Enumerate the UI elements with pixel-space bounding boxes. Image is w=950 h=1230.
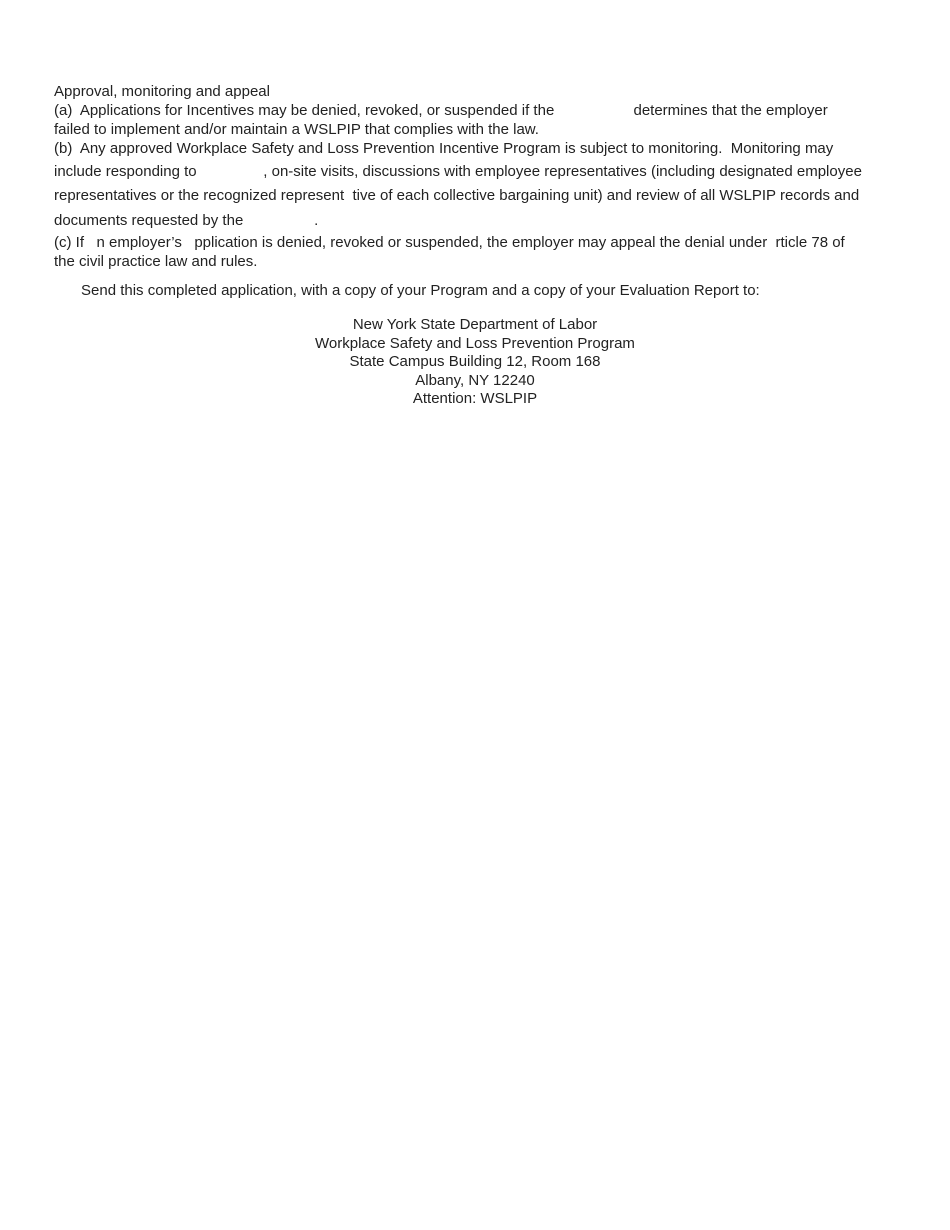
paragraph-b — [54, 139, 904, 233]
address-line-5: Attention: WSLPIP — [412, 390, 538, 408]
paragraph-b-line-2: include responding to , on-site visits, discussions with employee representatives (including designated employee — [54, 163, 862, 180]
mailing-address — [0, 316, 950, 409]
paragraph-a — [54, 101, 904, 139]
paragraph-b-line-3: representatives or the recognized represent tive of each collective bargaining unit) and review of all WSLPIP records and — [54, 187, 860, 204]
paragraph-b-line-1: (b) Any approved Workplace Safety and Loss Prevention Incentive Program is subject to monitoring. Monitoring may — [54, 140, 834, 157]
section-heading: Approval, monitoring and appeal — [54, 83, 270, 100]
address-line-4: Albany, NY 12240 — [415, 371, 535, 389]
paragraph-c-line-2: the civil practice law and rules. — [54, 253, 258, 270]
paragraph-c — [54, 233, 904, 271]
paragraph-a-line-1: (a) Applications for Incentives may be denied, revoked, or suspended if the determines that the employer — [54, 102, 828, 119]
address-line-1: New York State Department of Labor — [352, 316, 598, 333]
send-instruction: Send this completed application, with a copy of your Program and a copy of your Evaluation Report to: — [81, 282, 760, 299]
paragraph-a-line-2: failed to implement and/or maintain a WSLPIP that complies with the law. — [54, 121, 539, 138]
address-line-3: State Campus Building 12, Room 168 — [349, 353, 601, 371]
document-body — [54, 82, 904, 300]
paragraph-b-line-4: documents requested by the . — [54, 212, 319, 229]
address-line-2: Workplace Safety and Loss Prevention Program — [315, 334, 635, 352]
paragraph-c-line-1: (c) If n employer’s pplication is denied, revoked or suspended, the employer may appeal the denial under rticle 78 of — [54, 234, 845, 251]
